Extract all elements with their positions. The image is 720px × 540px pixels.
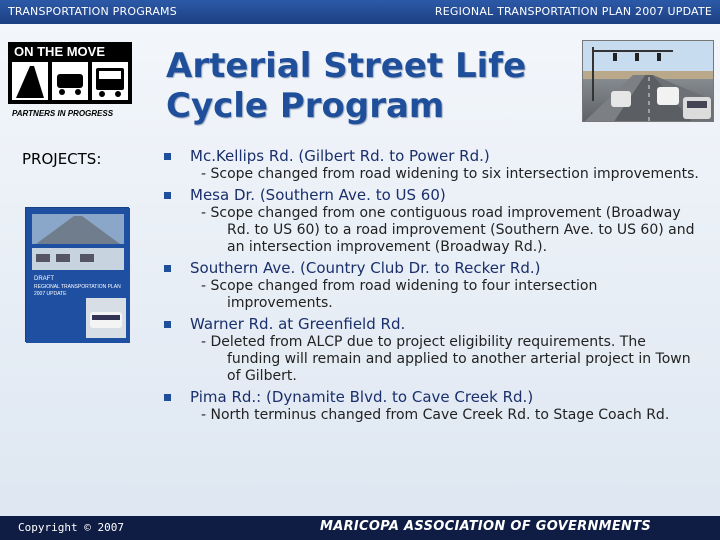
project-detail: - Deleted from ALCP due to project eligibility requirements. The funding will remain and applied to another arterial project in Town of Gilbert. [201, 334, 691, 384]
project-item [160, 146, 700, 183]
report-cover-graphic [26, 208, 130, 343]
project-detail: - Scope changed from road widening to four intersection improvements. [201, 278, 598, 311]
rtp-report-cover [25, 207, 129, 342]
project-detail: - North terminus changed from Cave Creek Rd. to Stage Coach Rd. [201, 407, 670, 423]
header-bar [0, 0, 720, 24]
project-item [160, 185, 700, 256]
project-title: Mesa Dr. (Southern Ave. to US 60) [190, 186, 446, 204]
projects-list [160, 146, 700, 424]
bullet-square-icon [164, 153, 171, 160]
project-item [160, 387, 700, 424]
logo-tagline: PARTNERS IN PROGRESS [12, 109, 114, 118]
bullet-square-icon [164, 321, 171, 328]
projects-label: PROJECTS: [22, 150, 102, 168]
bullet-square-icon [164, 265, 171, 272]
cover-title-text: REGIONAL TRANSPORTATION PLAN [34, 284, 121, 290]
project-detail: - Scope changed from one contiguous road improvement (Broadway Rd. to US 60) to a road improvement (Southern Ave. to US 60) and an intersection improvement (Broadway Rd.). [201, 205, 695, 255]
page-title [166, 46, 566, 126]
bullet-square-icon [164, 192, 171, 199]
maricopa-association-logo: MARICOPA ASSOCIATION OF GOVERNMENTS [320, 519, 652, 534]
project-item [160, 314, 700, 385]
bullet-square-icon [164, 394, 171, 401]
cover-draft-text: DRAFT [34, 276, 54, 282]
street-photo-graphic [583, 41, 714, 122]
title-line-2: Cycle Program [166, 86, 445, 126]
project-detail: - Scope changed from road widening to six intersection improvements. [201, 166, 699, 182]
arterial-street-photo [582, 40, 714, 122]
logo-graphic [8, 42, 132, 120]
project-title: Southern Ave. (Country Club Dr. to Recker Rd.) [190, 259, 541, 277]
project-title: Warner Rd. at Greenfield Rd. [190, 315, 406, 333]
project-item [160, 258, 700, 312]
project-title: Mc.Kellips Rd. (Gilbert Rd. to Power Rd.) [190, 147, 490, 165]
header-left-text: TRANSPORTATION PROGRAMS [8, 5, 177, 18]
cover-update-text: 2007 UPDATE [34, 291, 67, 297]
on-the-move-logo [8, 42, 132, 120]
logo-text: ON THE MOVE [14, 44, 106, 59]
project-title: Pima Rd.: (Dynamite Blvd. to Cave Creek Rd.) [190, 388, 534, 406]
header-right-text: REGIONAL TRANSPORTATION PLAN 2007 UPDATE [434, 5, 712, 18]
copyright-text: Copyright © 2007 [18, 521, 124, 534]
title-line-1: Arterial Street Life [166, 46, 527, 86]
